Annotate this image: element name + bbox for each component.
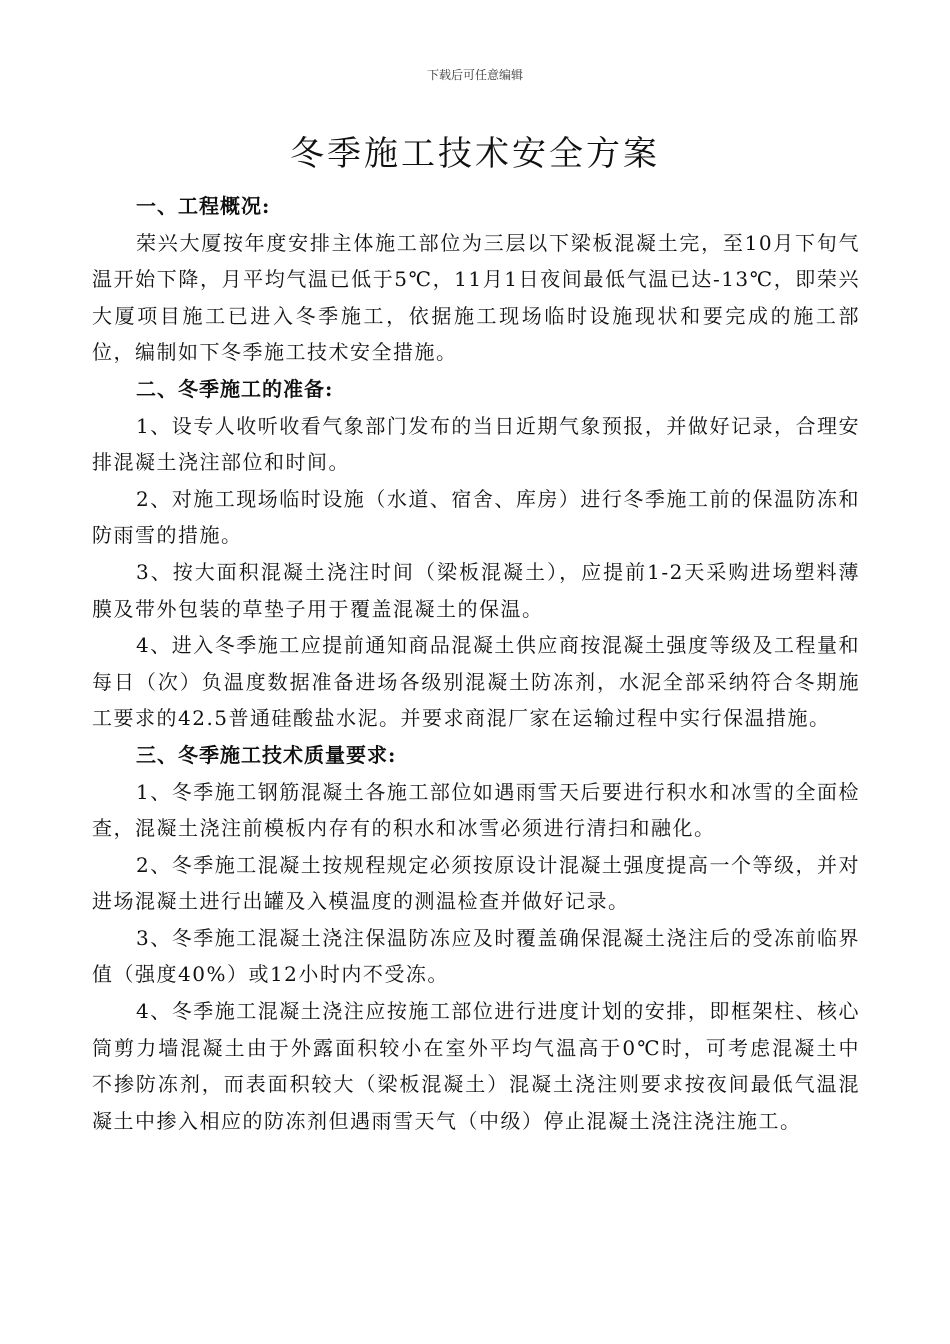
section-winter-preparation — [92, 371, 860, 737]
paragraph: 2、对施工现场临时设施（水道、宿舍、库房）进行冬季施工前的保温防冻和防雨雪的措施。 — [92, 486, 860, 548]
paragraph: 4、冬季施工混凝土浇注应按施工部位进行进度计划的安排，即框架柱、核心筒剪力墙混凝土由于外露面积较小在室外平均气温高于0℃时，可考虑混凝土中不掺防冻剂，而表面积较大（梁板混凝土）混凝土浇注则要求按夜间最低气温混凝土中掺入相应的防冻剂但遇雨雪天气（中级）停止混凝土浇注浇注施工。 — [92, 999, 860, 1133]
paragraph: 3、按大面积混凝土浇注时间（梁板混凝土），应提前1-2天采购进场塑料薄膜及带外包装的草垫子用于覆盖混凝土的保温。 — [92, 559, 860, 621]
section-heading: 三、冬季施工技术质量要求: — [136, 742, 397, 767]
document-body — [92, 188, 860, 1139]
section-project-overview — [92, 188, 860, 371]
page-header-note: 下载后可任意编辑 — [426, 68, 523, 82]
paragraph: 2、冬季施工混凝土按规程规定必须按原设计混凝土强度提高一个等级，并对进场混凝土进行出罐及入模温度的测温检查并做好记录。 — [92, 852, 860, 914]
paragraph: 1、冬季施工钢筋混凝土各施工部位如遇雨雪天后要进行积水和冰雪的全面检查，混凝土浇注前模板内存有的积水和冰雪必须进行清扫和融化。 — [92, 779, 860, 841]
section-heading: 二、冬季施工的准备: — [136, 376, 334, 401]
paragraph: 4、进入冬季施工应提前通知商品混凝土供应商按混凝土强度等级及工程量和每日（次）负温度数据准备进场各级别混凝土防冻剂，水泥全部采纳符合冬期施工要求的42.5普通硅酸盐水泥。并要求商混厂家在运输过程中实行保温措施。 — [92, 633, 860, 731]
section-heading: 一、工程概况: — [136, 194, 271, 218]
document-title: 冬季施工技术安全方案 — [290, 134, 660, 174]
paragraph: 1、设专人收听收看气象部门发布的当日近期气象预报，并做好记录，合理安排混凝土浇注部位和时间。 — [92, 413, 860, 475]
section-quality-requirements — [92, 737, 860, 1140]
paragraph: 荣兴大厦按年度安排主体施工部位为三层以下梁板混凝土完，至10月下旬气温开始下降，月平均气温已低于5℃，11月1日夜间最低气温已达-13℃，即荣兴大厦项目施工已进入冬季施工，依据施工现场临时设施现状和要完成的施工部位，编制如下冬季施工技术安全措施。 — [92, 230, 860, 365]
paragraph: 3、冬季施工混凝土浇注保温防冻应及时覆盖确保混凝土浇注后的受冻前临界值（强度40%）或12小时内不受冻。 — [92, 925, 860, 987]
